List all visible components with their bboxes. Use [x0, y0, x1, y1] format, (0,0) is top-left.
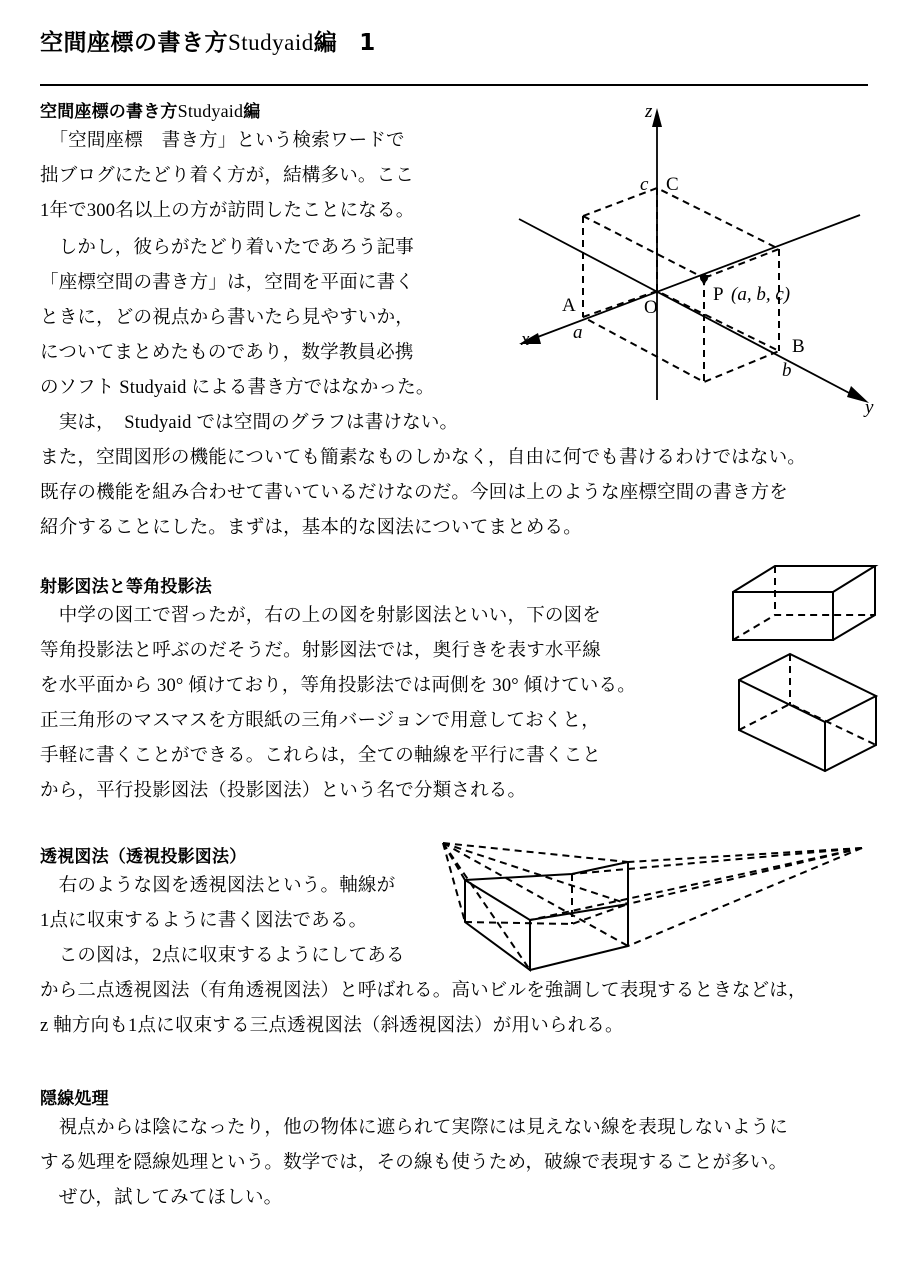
body-line: 正三角形のマスマスを方眼紙の三角バージョンで用意しておくと，	[40, 711, 600, 731]
body-line: ときに，どの視点から書いたら見やすいか，	[40, 308, 415, 328]
body-line: 視点からは陰になったり，他の物体に遮られて実際には見えない線を表現しないように	[40, 1118, 789, 1138]
body-line: 1年で300名以上の方が訪問したことになる。	[40, 201, 415, 221]
body-line: のソフト Studyaid による書き方ではなかった。	[40, 378, 435, 398]
body-line: 紹介することにした。まずは，基本的な図法についてまとめる。	[40, 518, 582, 538]
z-axis-arrowhead	[652, 108, 662, 127]
body-line: から，平行投影図法（投影図法）という名で分類される。	[40, 781, 527, 801]
body-line: 「空間座標 書き方」という検索ワードで	[40, 131, 405, 151]
label-origin: O	[644, 297, 658, 318]
running-head-title-latin: Studyaid	[228, 30, 314, 55]
section-heading-intro	[40, 97, 260, 122]
label-value-c: c	[640, 174, 649, 195]
figure-isometric-box	[733, 652, 898, 774]
section-heading-intro-latin: Studyaid	[177, 101, 244, 121]
header-rule	[40, 84, 868, 86]
body-line: する処理を隠線処理という。数学では，その線も使うため，破線で表現することが多い。	[40, 1153, 788, 1173]
body-line: ぜひ，試してみてほしい。	[40, 1188, 283, 1208]
body-line: 右のような図を透視図法という。軸線が	[40, 876, 396, 896]
section-heading-intro-jp1: 空間座標の書き方	[40, 102, 178, 122]
label-point-p-coords: (a, b, c)	[731, 284, 791, 305]
label-point-p: P	[713, 284, 724, 305]
figure-coordinate-space	[505, 95, 900, 425]
section-heading-hidden-line: 隠線処理	[40, 1089, 109, 1109]
label-axis-x: x	[521, 329, 530, 350]
body-line: を水平面から 30° 傾けており，等角投影法では両側を 30° 傾けている。	[40, 676, 636, 696]
body-line: この図は，2点に収束するようにしてある	[40, 946, 405, 966]
label-point-b: B	[792, 336, 805, 357]
running-head-title-jp1: 空間座標の書き方	[40, 30, 228, 56]
body-line: 拙ブログにたどり着く方が，結構多い。ここ	[40, 166, 415, 186]
body-line: 既存の機能を組み合わせて書いているだけなのだ。今回は上のような座標空間の書き方を	[40, 483, 789, 503]
body-line: また，空間図形の機能についても簡素なものしかなく，自由に何でも書けるわけではない。	[40, 448, 806, 468]
running-head	[40, 24, 870, 57]
body-line: 等角投影法と呼ぶのだそうだ。射影図法では，奥行きを表す水平線	[40, 641, 602, 661]
page-number: 1	[359, 30, 376, 56]
body-line: 1点に収束するように書く図法である。	[40, 911, 368, 931]
body-line: 実は， Studyaid では空間のグラフは書けない。	[40, 413, 459, 433]
body-line: z 軸方向も1点に収束する三点透視図法（斜透視図法）が用いられる。	[40, 1016, 624, 1036]
body-line: 手軽に書くことができる。これらは，全ての軸線を平行に書くこと	[40, 746, 602, 766]
label-axis-z: z	[645, 101, 653, 122]
figure-cabinet-box	[728, 560, 888, 655]
label-value-b: b	[782, 360, 792, 381]
body-line: 「座標空間の書き方」は，空間を平面に書く	[40, 273, 415, 293]
label-value-a: a	[573, 322, 583, 343]
figure-two-point-perspective	[420, 832, 890, 977]
section-heading-intro-jp2: 編	[243, 102, 261, 122]
section-heading-perspective: 透視図法（透視投影図法）	[40, 847, 247, 867]
body-line: についてまとめたものであり，数学教員必携	[40, 343, 414, 363]
label-axis-y: y	[865, 397, 874, 418]
label-point-c: C	[666, 174, 679, 195]
body-line: 中学の図工で習ったが，右の上の図を射影図法といい，下の図を	[40, 606, 602, 626]
body-line: から二点透視図法（有角透視図法）と呼ばれる。高いビルを強調して表現するときなどは，	[40, 981, 807, 1001]
section-heading-projection: 射影図法と等角投影法	[40, 577, 212, 597]
label-point-a: A	[562, 295, 576, 316]
running-head-title-jp2: 編	[313, 30, 338, 56]
body-line: しかし，彼らがたどり着いたであろう記事	[40, 238, 415, 258]
point-p-tick	[699, 275, 709, 286]
